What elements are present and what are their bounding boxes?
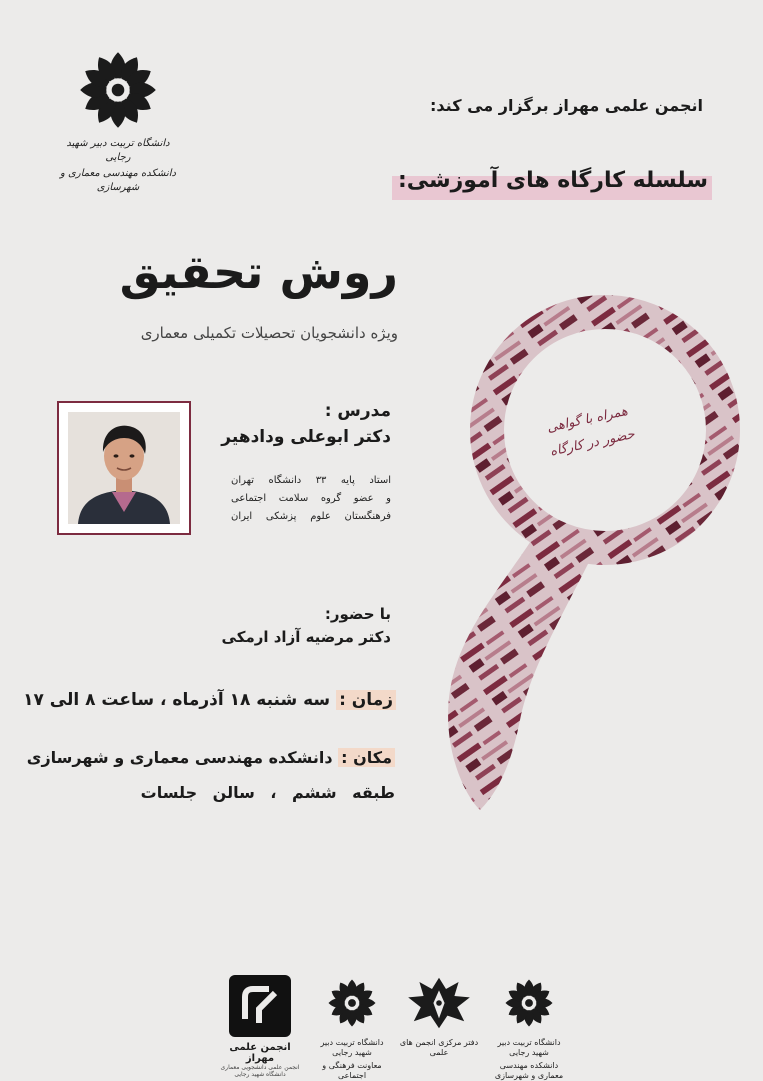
magnifier-icon bbox=[420, 290, 750, 830]
series-heading bbox=[398, 168, 708, 193]
rosette-logo-icon bbox=[73, 45, 163, 135]
mehraz-name: انجمن علمی مهراز bbox=[229, 1042, 291, 1064]
teacher-name: دکتر ابوعلی ودادهیر bbox=[221, 427, 391, 447]
certificate-line: حضور در کارگاه bbox=[548, 426, 637, 460]
logo-caption: دانشکده مهندسی معماری و شهرسازی bbox=[494, 1061, 564, 1080]
quill-emblem-icon bbox=[404, 975, 474, 1031]
guest-label: با حضور: bbox=[324, 605, 391, 623]
teacher-label: مدرس : bbox=[324, 401, 391, 421]
guest-name: دکتر مرضیه آزاد ارمکی bbox=[221, 628, 391, 646]
scientific-associations-logo bbox=[396, 975, 482, 1058]
logo-caption: دفتر مرکزی انجمن های علمی bbox=[399, 1038, 479, 1057]
faculty-logo-bottom bbox=[488, 975, 570, 1081]
place-line bbox=[27, 748, 395, 767]
certificate-line: همراه با گواهی bbox=[545, 403, 630, 436]
time-label: زمان : bbox=[336, 690, 396, 710]
series-text: سلسله کارگاه های آموزشی: bbox=[397, 168, 708, 193]
university-name: دانشگاه تربیت دبیر شهید رجایی bbox=[66, 138, 170, 163]
place-value: دانشکده مهندسی معماری و شهرسازی bbox=[26, 748, 333, 767]
teacher-desc-line: و عضو گروه سلامت اجتماعی bbox=[231, 493, 391, 504]
place-label: مکان : bbox=[338, 748, 395, 767]
portrait-icon bbox=[68, 412, 180, 524]
time-value: سه شنبه ۱۸ آذرماه ، ساعت ۸ الی ۱۷ bbox=[23, 690, 331, 710]
logo-caption: معاونت فرهنگی و اجتماعی bbox=[322, 1061, 382, 1080]
place-detail: طبقه ششم ، سالن جلسات bbox=[140, 783, 395, 802]
magnifier-wordcloud bbox=[420, 290, 750, 830]
mehraz-subtitle: انجمن علمی دانشجویی معماری دانشگاه شهید رجایی bbox=[220, 1064, 300, 1078]
teacher-desc-line: استاد پایه ۳۳ دانشگاه تهران bbox=[231, 475, 391, 486]
university-logo bbox=[58, 45, 178, 205]
teacher-photo bbox=[57, 401, 191, 535]
mehraz-logo bbox=[220, 975, 300, 1078]
teacher-desc-line: فرهنگستان علوم پزشکی ایران bbox=[231, 511, 391, 522]
mehraz-logo-icon bbox=[229, 975, 291, 1037]
cultural-affairs-logo bbox=[312, 975, 392, 1081]
faculty-name: دانشکده مهندسی معماری و شهرسازی bbox=[60, 168, 176, 193]
workshop-title: روش تحقیق bbox=[119, 245, 398, 299]
rosette-logo-icon bbox=[501, 975, 557, 1031]
organizer-line: انجمن علمی مهراز برگزار می کند: bbox=[430, 96, 703, 115]
rosette-logo-icon bbox=[324, 975, 380, 1031]
time-line bbox=[23, 690, 396, 710]
logo-caption: دانشگاه تربیت دبیر شهید رجایی bbox=[320, 1038, 384, 1057]
teacher-description bbox=[231, 472, 391, 526]
logo-caption: دانشگاه تربیت دبیر شهید رجایی bbox=[497, 1038, 561, 1057]
workshop-subtitle: ویژه دانشجویان تحصیلات تکمیلی معماری bbox=[140, 324, 398, 342]
